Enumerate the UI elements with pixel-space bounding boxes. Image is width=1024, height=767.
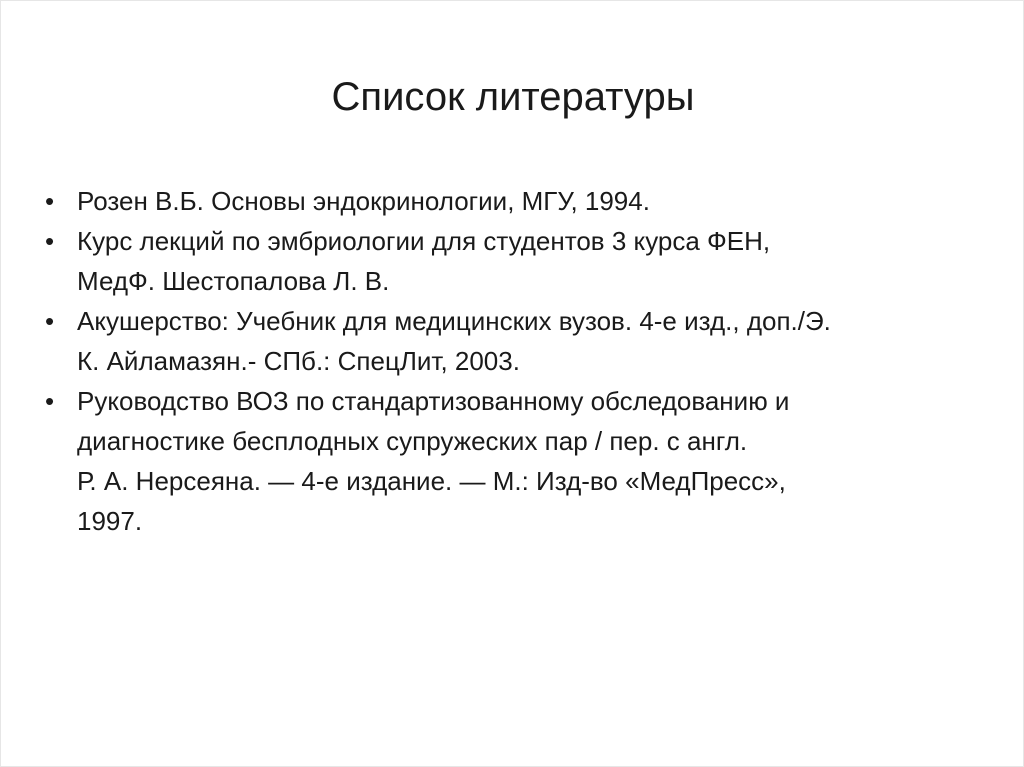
slide-title: Список литературы: [331, 75, 695, 119]
reference-text: Розен В.Б. Основы эндокринологии, МГУ, 1994.: [77, 186, 650, 216]
reference-item: [45, 181, 1005, 221]
reference-text: Курс лекций по эмбриологии для студентов 3 курса ФЕН, МедФ. Шестопалова Л. В.: [77, 226, 771, 296]
reference-list: [45, 181, 1005, 541]
bullet-icon: •: [45, 306, 55, 336]
bullet-icon: •: [45, 186, 55, 216]
bullet-icon: •: [45, 386, 55, 416]
reference-text: Акушерство: Учебник для медицинских вузов. 4-е изд., доп./Э. К. Айламазян.- СПб.: СпецЛит, 2003.: [77, 306, 831, 376]
reference-item: [45, 301, 1005, 381]
reference-item: [45, 221, 1005, 301]
reference-item: [45, 381, 1005, 541]
bullet-icon: •: [45, 226, 55, 256]
reference-text: Руководство ВОЗ по стандартизованному обследованию и диагностике бесплодных супружеских пар / пер. с англ. Р. А. Нерсеяна. — 4-е издание. — М.: Изд-во «МедПресс», 1997.: [77, 386, 790, 536]
